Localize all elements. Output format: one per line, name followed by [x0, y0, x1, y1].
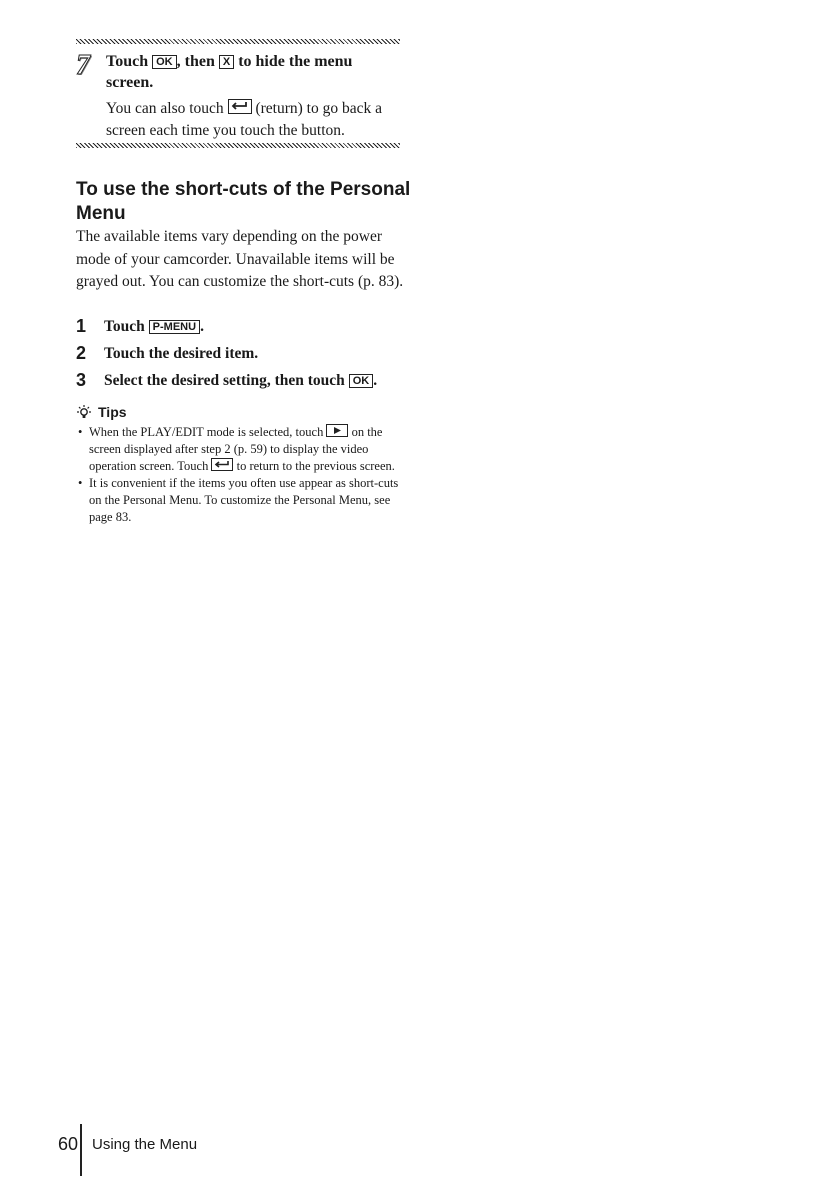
ok-button-icon: OK: [152, 55, 177, 69]
step-2-number: 2: [76, 343, 87, 363]
tip-item: • It is convenient if the items you often use appear as short-cuts on the Personal Menu. To customize the Personal Menu, see page 83.: [76, 475, 406, 526]
return-arrow-icon: [211, 458, 233, 471]
footer-divider: [80, 1124, 82, 1176]
tip-item: • When the PLAY/EDIT mode is selected, touch on the screen displayed after step 2 (p. 59) to display the video operation screen. Touch to return to the previous screen.: [76, 424, 406, 475]
return-arrow-icon: [228, 99, 252, 114]
footer-section-title: Using the Menu: [92, 1136, 198, 1153]
step-1-number: 1: [76, 316, 87, 336]
tips-list: [76, 424, 406, 526]
play-button-icon: [326, 424, 348, 437]
step-7-number: 7: [76, 50, 90, 81]
step-7-title: Touch OK , then X to hide the menu: [106, 53, 353, 70]
step-2-text: Touch the desired item.: [104, 345, 259, 362]
ok-button-icon: OK: [349, 374, 374, 388]
bottom-hatch-rule: [76, 143, 400, 148]
top-hatch-rule: [76, 39, 400, 44]
lightbulb-icon: [76, 404, 92, 420]
tips-heading: Tips: [76, 404, 127, 420]
p-menu-button-icon: P-MENU: [149, 320, 200, 334]
section-intro: The available items vary depending on the power mode of your camcorder. Unavailable items will be grayed out. You can customize the short-cuts (p. 83).: [76, 228, 404, 290]
step-7-title-cont: screen.: [106, 74, 154, 91]
close-button-icon: X: [219, 55, 234, 69]
page-number: 60: [58, 1134, 79, 1154]
step-7-body: You can also touch (return) to go back a screen each time you touch the button.: [106, 100, 382, 139]
section-heading: To use the short-cuts of the Personal Menu: [76, 179, 411, 224]
step-3-number: 3: [76, 370, 87, 390]
